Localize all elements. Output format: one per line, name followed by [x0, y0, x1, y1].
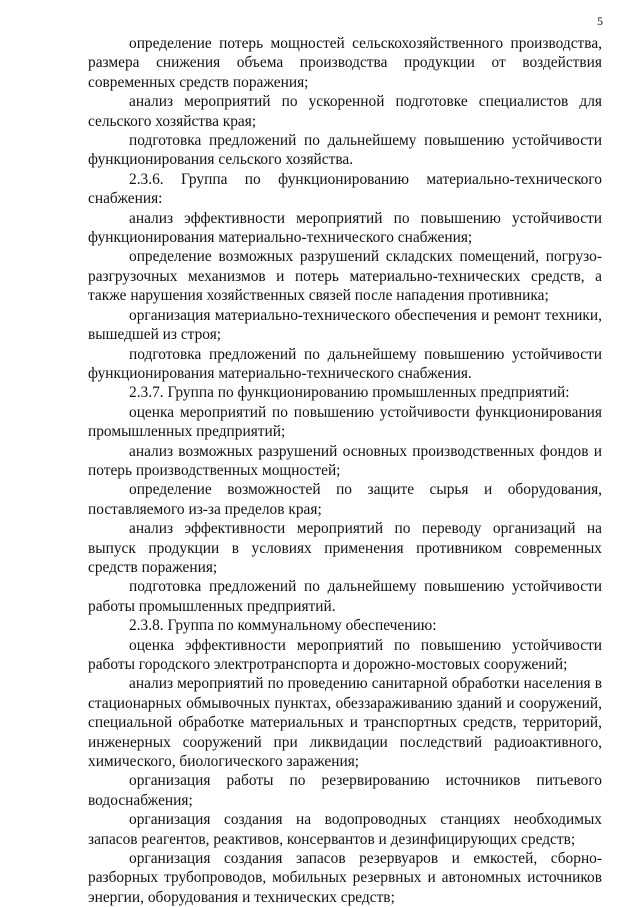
- paragraph: анализ мероприятий по ускоренной подготовке специалистов для сельского хозяйства края;: [88, 93, 602, 130]
- paragraph: оценка мероприятий по повышению устойчивости функционирования промышленных предприятий;: [88, 403, 602, 441]
- section-heading: 2.3.7. Группа по функционированию промышленных предприятий:: [129, 384, 570, 402]
- page-number: 5: [597, 14, 603, 28]
- paragraph: организация материально-технического обеспечения и ремонт техники, вышедшей из строя;: [88, 306, 602, 344]
- paragraph: организация создания на водопроводных станциях необходимых запасов реагентов, реактивов, консервантов и дезинфицирующих средств;: [88, 811, 602, 848]
- paragraph: анализ эффективности мероприятий по переводу организаций на выпуск продукции в условиях применения противником современных средств поражения;: [88, 520, 602, 576]
- document-body: [88, 34, 602, 907]
- paragraph: подготовка предложений по дальнейшему повышению устойчивости работы промышленных предприятий.: [88, 578, 602, 615]
- paragraph: определение потерь мощностей сельскохозяйственного производства, размера снижения объема производства продукции от воздействия современных средств поражения;: [88, 35, 602, 91]
- section-heading: 2.3.8. Группа по коммунальному обеспечению:: [129, 617, 437, 635]
- paragraph: определение возможностей по защите сырья и оборудования, поставляемого из-за пределов края;: [88, 481, 602, 518]
- paragraph: анализ мероприятий по проведению санитарной обработки населения в стационарных обмывочных пунктах, обеззараживанию зданий и сооружений, специальной обработке материальных и транспортных средств, территорий, инженерных сооружений при ликвидации последствий радиоактивного, химического, биологического заражения;: [88, 675, 602, 771]
- paragraph: подготовка предложений по дальнейшему повышению устойчивости функционирования материально-технического снабжения.: [88, 345, 602, 382]
- paragraph: анализ эффективности мероприятий по повышению устойчивости функционирования материально-технического снабжения;: [88, 209, 602, 247]
- paragraph: организация работы по резервированию источников питьевого водоснабжения;: [88, 772, 602, 809]
- paragraph: организация создания запасов резервуаров и емкостей, сборно-разборных трубопроводов, мобильных резервных и автономных источников энергии, оборудования и технических средств;: [88, 850, 602, 906]
- section-heading: 2.3.6. Группа по функционированию материально-технического снабжения:: [88, 170, 602, 208]
- paragraph: определение возможных разрушений складских помещений, погрузо-разгрузочных механизмов и потерь материально-технических средств, а также нарушения хозяйственных связей после нападения противника;: [88, 248, 602, 305]
- paragraph: оценка эффективности мероприятий по повышению устойчивости работы городского электротранспорта и дорожно-мостовых сооружений;: [88, 636, 602, 673]
- paragraph: подготовка предложений по дальнейшему повышению устойчивости функционирования сельского хозяйства.: [88, 132, 602, 169]
- paragraph: анализ возможных разрушений основных производственных фондов и потерь производственных мощностей;: [88, 442, 602, 479]
